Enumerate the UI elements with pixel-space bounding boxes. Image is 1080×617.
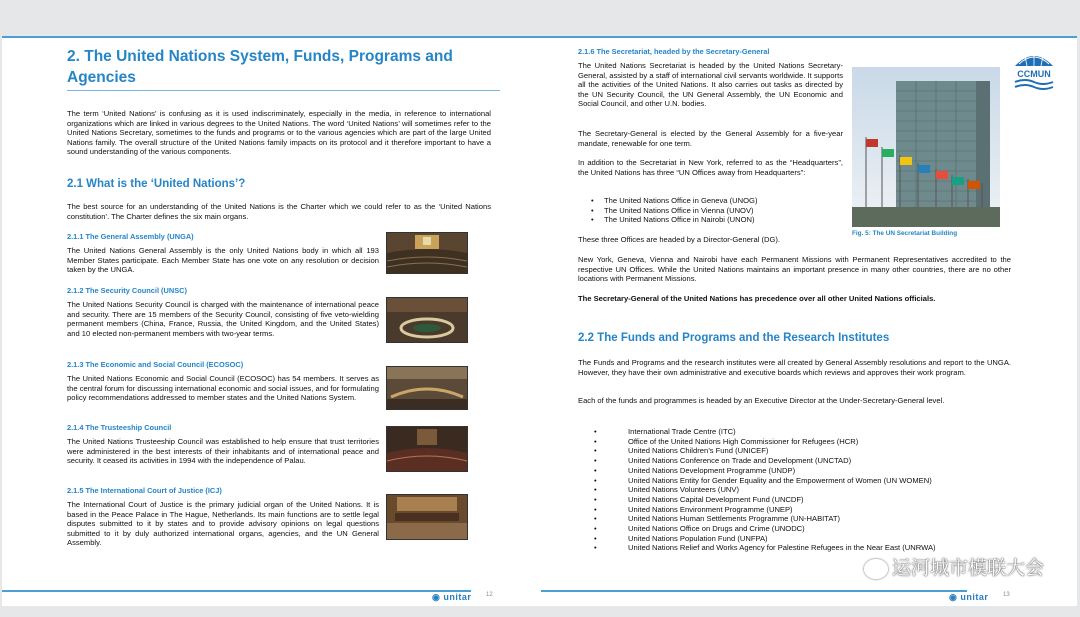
list-item: • The United Nations Office in Geneva (UNOG) <box>578 196 848 206</box>
icj-photo <box>386 494 468 540</box>
list-item: • United Nations Children’s Fund (UNICEF) <box>578 446 1018 456</box>
trusteeship-heading: 2.1.4 The Trusteeship Council <box>67 423 172 432</box>
list-item: • Office of the United Nations High Commissioner for Refugees (HCR) <box>578 437 1018 447</box>
wechat-icon <box>864 559 888 579</box>
executive-director-text: Each of the funds and programmes is headed by an Executive Director at the Under-Secretary-General level. <box>578 396 945 405</box>
list-item: • United Nations Population Fund (UNFPA) <box>578 534 1018 544</box>
trusteeship-council-photo <box>386 426 468 472</box>
security-council-photo <box>386 297 468 343</box>
general-assembly-photo <box>386 232 468 274</box>
ecosoc-text: The United Nations Economic and Social Council (ECOSOC) has 54 members. It serves as the central forum for discussing international economic and social issues, and for formulating policy recommendations addressed to member states and the United Nations System. <box>67 374 379 403</box>
top-rule <box>2 36 541 38</box>
trusteeship-text: The United Nations Trusteeship Council was established to help ensure that trust territories were administered in the best interests of their inhabitants and of international peace and security. It ceased its activities in 1994 with the independence of Palau. <box>67 437 379 466</box>
ecosoc-photo <box>386 366 468 410</box>
funds-intro-text: The Funds and Programs and the research institutes were all created by General Assembly resolutions and report to the UNGA. However, they have their own administrative and executive boards which reviews and approves their work program. <box>578 358 1011 377</box>
list-item: • United Nations Entity for Gender Equality and the Empowerment of Women (UN WOMEN) <box>578 476 1018 486</box>
precedence-text: The Secretary-General of the United Nations has precedence over all other United Nations officials. <box>578 294 936 303</box>
list-item: • United Nations Volunteers (UNV) <box>578 485 1018 495</box>
secretary-general-election-text: The Secretary-General is elected by the General Assembly for a five-year mandate, renewable for one term. <box>578 129 843 148</box>
secretariat-building-photo <box>852 67 1000 227</box>
list-item: • United Nations Environment Programme (UNEP) <box>578 505 1018 515</box>
figure-caption: Fig. 5: The UN Secretariat Building <box>852 230 958 237</box>
page-number: 12 <box>486 592 493 598</box>
list-item: • United Nations Development Programme (UNDP) <box>578 466 1018 476</box>
bottom-rule <box>541 590 967 592</box>
unsc-text: The United Nations Security Council is charged with the maintenance of international peace and security. There are 15 members of the Security Council, consisting of five veto-wielding permanent members (China, France, Russia, the United Kingdom, and the United States) and 10 elected non-permanent members with two-year terms. <box>67 300 379 338</box>
section-2-1-text: The best source for an understanding of the United Nations is the Charter which we could refer to as the ‘United Nations constitution’. The Charter defines the six main organs. <box>67 202 491 221</box>
list-item: • International Trade Centre (ITC) <box>578 427 1018 437</box>
page-number: 13 <box>1003 592 1010 598</box>
ecosoc-heading: 2.1.3 The Economic and Social Council (ECOSOC) <box>67 360 244 369</box>
offices-list <box>578 196 848 225</box>
icj-heading: 2.1.5 The International Court of Justice (ICJ) <box>67 486 222 495</box>
unitar-logo: ◉ unitar <box>432 592 472 602</box>
title-underline <box>67 90 500 91</box>
permanent-missions-text: New York, Geneva, Vienna and Nairobi have each Permanent Missions with Permanent Representatives accredited to the respective UN Offices. While the United Nations maintains an important presence in many other countries, there are no other locations with Permanent Missions. <box>578 255 1011 284</box>
list-item: • United Nations Capital Development Fund (UNCDF) <box>578 495 1018 505</box>
list-item: • United Nations Office on Drugs and Crime (UNODC) <box>578 524 1018 534</box>
icj-text: The International Court of Justice is the primary judicial organ of the United Nations. It is based in the Peace Palace in The Hague, Netherlands. Its main functions are to settle legal disputes submitted to it by states and to provide advisory opinions on legal questions submitted to it by duly authorized international organs, agencies, and the UN General Assembly. <box>67 500 379 548</box>
top-rule <box>541 36 1077 38</box>
list-item: • United Nations Conference on Trade and Development (UNCTAD) <box>578 456 1018 466</box>
unga-heading: 2.1.1 The General Assembly (UNGA) <box>67 232 194 241</box>
intro-paragraph: The term ‘United Nations’ is confusing as it is used indiscriminately, especially in the media, in reference to international organizations which are linked in various degrees to the United Nations. The word ‘United Nations’ will sometimes refer to the United Nations Secretary, sometimes to the funds and programs or to the various agencies which are part of the large United Nations family. The overall structure of the United Nations family impacts on its protocol and it therefore important to have a sound understanding of the various components. <box>67 109 491 157</box>
list-item: • United Nations Relief and Works Agency for Palestine Refugees in the Near East (UNRWA) <box>578 543 1018 553</box>
section-2-2-heading: 2.2 The Funds and Programs and the Research Institutes <box>578 332 890 344</box>
unsc-heading: 2.1.2 The Security Council (UNSC) <box>67 286 187 295</box>
funds-list <box>578 427 1018 553</box>
un-emblem-icon: ◉ <box>432 592 444 602</box>
bottom-rule <box>2 590 471 592</box>
list-item: • The United Nations Office in Vienna (UNOV) <box>578 206 848 216</box>
chapter-title: 2. The United Nations System, Funds, Programs and Agencies <box>67 48 453 86</box>
secretariat-heading: 2.1.6 The Secretariat, headed by the Secretary-General <box>578 47 770 56</box>
ccmun-logo <box>1011 48 1057 94</box>
list-item: • United Nations Human Settlements Programme (UN-HABITAT) <box>578 514 1018 524</box>
wechat-watermark: 运河城市模联大会 <box>864 553 1044 580</box>
unga-text: The United Nations General Assembly is the only United Nations body in which all 193 Member States participate. Each Member State has one vote on any resolution or decision taken by the UNGA. <box>67 246 379 275</box>
right-page <box>541 36 1077 606</box>
un-emblem-icon: ◉ <box>949 592 961 602</box>
secretariat-text: The United Nations Secretariat is headed by the United Nations Secretary-General, assisted by a staff of international civil servants worldwide. It supports all the activities of the United Nations. It also carries out tasks as directed by the UN Security Council, the UN General Assembly, the UN Economic and Social Council, and other U.N. bodies. <box>578 61 843 109</box>
left-page <box>2 36 541 606</box>
list-item: • The United Nations Office in Nairobi (UNON) <box>578 215 848 225</box>
svg-text:CCMUN: CCMUN <box>1017 69 1051 79</box>
unitar-logo: ◉ unitar <box>949 592 989 602</box>
offices-intro-text: In addition to the Secretariat in New York, referred to as the “Headquarters”, the United Nations has three “UN Offices away from Headquarters”: <box>578 158 843 177</box>
directors-general-text: These three Offices are headed by a Director-General (DG). <box>578 235 781 244</box>
section-2-1-heading: 2.1 What is the ‘United Nations’? <box>67 178 246 190</box>
